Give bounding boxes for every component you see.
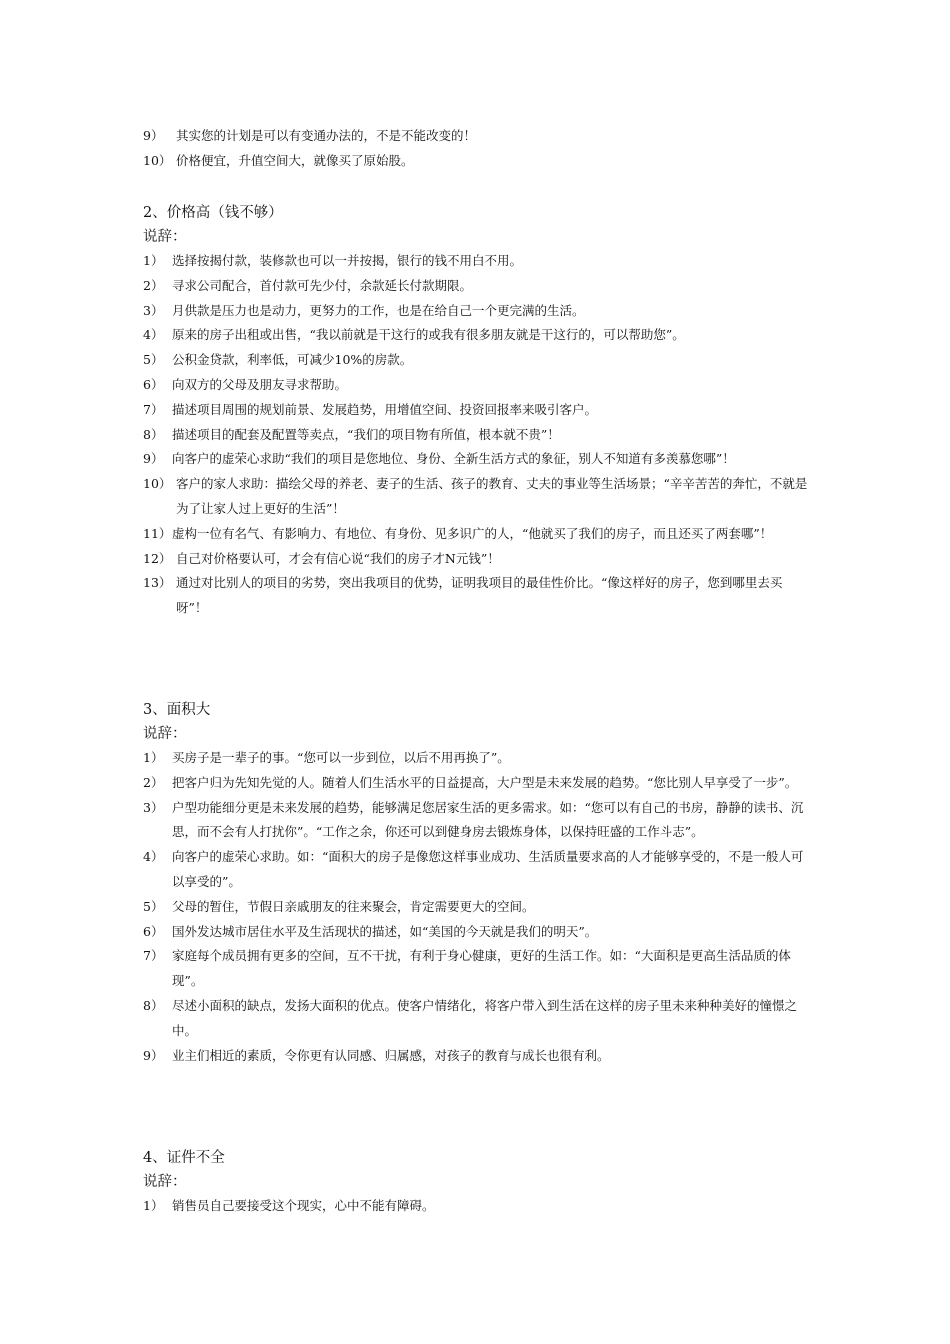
list-item <box>143 323 813 348</box>
item-number: 5） <box>143 352 164 368</box>
item-text: 国外发达城市居住水平及生活现状的描述，如“美国的今天就是我们的明天”。 <box>172 923 598 939</box>
list-item <box>143 944 813 994</box>
list-item <box>143 1044 813 1069</box>
item-number: 11） <box>143 525 172 541</box>
item-text: 销售员自己要接受这个现实，心中不能有障碍。 <box>172 1198 435 1213</box>
section-heading: 3、面积大 <box>143 702 211 718</box>
list-item <box>143 920 813 945</box>
item-number: 2） <box>143 277 164 293</box>
item-number: 8） <box>143 997 164 1013</box>
item-text: 选择按揭付款，装修款也可以一并按揭，银行的钱不用白不用。 <box>172 253 523 268</box>
item-number: 5） <box>143 898 164 914</box>
item-text: 业主们相近的素质，令你更有认同感、归属感，对孩子的教育与成长也很有利。 <box>172 1047 610 1063</box>
item-number: 9） <box>143 1047 164 1063</box>
item-number: 1） <box>143 1198 164 1213</box>
list-item <box>143 845 813 895</box>
item-text: 描述项目的配套及配置等卖点，“我们的项目物有所值，根本就不贵”！ <box>172 426 560 442</box>
list-item <box>143 249 813 274</box>
list-item <box>143 571 813 621</box>
item-number: 8） <box>143 426 164 442</box>
list-item <box>143 447 813 472</box>
item-text: 描述项目周围的规划前景、发展趋势，用增值空间、投资回报率来吸引客户。 <box>172 401 598 417</box>
item-text: 客户的家人求助：描绘父母的养老、妻子的生活、孩子的教育、丈夫的事业等生活场景；“辛辛苦苦的奔忙，不就是为了让家人过上更好的生活”！ <box>176 476 808 516</box>
item-number: 12） <box>143 550 172 566</box>
list-item <box>143 124 813 149</box>
list-item <box>143 149 813 174</box>
item-text: 户型功能细分更是未来发展的趋势，能够满足您居家生活的更多需求。如：“您可以有自己的书房，静静的读书、沉思，而不会有人打扰你”。“工作之余，你还可以到健身房去锻炼身体，以保持旺盛的工作斗志”。 <box>172 799 804 840</box>
item-number: 10） <box>143 152 172 168</box>
section-documents-incomplete <box>143 1146 813 1219</box>
item-number: 1） <box>143 750 164 765</box>
item-number: 10） <box>143 476 172 492</box>
item-text: 向双方的父母及朋友寻求帮助。 <box>172 376 348 392</box>
list-item <box>143 373 813 398</box>
item-text: 家庭每个成员拥有更多的空间，互不干扰，有利于身心健康，更好的生活工作。如：“大面积是更高生活品质的体现”。 <box>172 948 791 989</box>
list-item <box>143 547 813 572</box>
item-text: 父母的暂住，节假日亲戚朋友的往来聚会，肯定需要更大的空间。 <box>172 898 535 914</box>
item-number: 4） <box>143 327 164 343</box>
list-item <box>143 274 813 299</box>
list-item <box>143 299 813 324</box>
list-item <box>143 771 813 796</box>
item-number: 7） <box>143 948 164 964</box>
item-text: 其实您的计划是可以有变通办法的，不是不能改变的！ <box>176 128 477 143</box>
item-text: 向客户的虚荣心求助“我们的项目是您地位、身份、全新生活方式的象征，别人不知道有多羡慕您哪”！ <box>172 451 735 467</box>
item-number: 2） <box>143 774 164 790</box>
list-item <box>143 796 813 846</box>
item-text: 虚构一位有名气、有影响力、有地位、有身份、见多识广的人，“他就买了我们的房子，而且还买了两套哪”！ <box>172 525 773 541</box>
item-number: 3） <box>143 302 164 318</box>
section-label: 说辞： <box>143 229 187 245</box>
list-item <box>143 1194 813 1219</box>
item-number: 9） <box>143 128 164 143</box>
item-text: 尽述小面积的缺点，发扬大面积的优点。使客户情绪化，将客户带入到生活在这样的房子里未来种种美好的憧憬之中。 <box>172 997 798 1038</box>
continued-list <box>143 124 813 174</box>
item-text: 寻求公司配合，首付款可先少付，余款延长付款期限。 <box>172 277 473 293</box>
section-heading: 2、价格高（钱不够） <box>143 205 283 221</box>
section-price-high <box>143 201 813 621</box>
item-number: 7） <box>143 401 164 417</box>
item-number: 6） <box>143 923 164 939</box>
list-item <box>143 423 813 448</box>
item-text: 月供款是压力也是动力，更努力的工作，也是在给自己一个更完满的生活。 <box>172 302 585 318</box>
item-number: 1） <box>143 253 164 268</box>
item-text: 原来的房子出租或出售，“我以前就是干这行的或我有很多朋友就是干这行的，可以帮助您”。 <box>172 327 685 343</box>
section-label: 说辞： <box>143 726 187 742</box>
list-item <box>143 522 813 547</box>
section-area-large <box>143 698 813 1068</box>
list-item <box>143 994 813 1044</box>
list-item <box>143 472 813 522</box>
item-number: 3） <box>143 799 164 815</box>
list-item <box>143 746 813 771</box>
list-item <box>143 895 813 920</box>
item-number: 9） <box>143 451 164 467</box>
list-item <box>143 348 813 373</box>
item-text: 自己对价格要认可，才会有信心说“我们的房子才N元钱”！ <box>176 550 500 566</box>
item-number: 13） <box>143 575 172 591</box>
section-heading: 4、证件不全 <box>143 1150 225 1166</box>
list-item <box>143 398 813 423</box>
item-text: 价格便宜，升值空间大，就像买了原始股。 <box>176 152 414 168</box>
item-text: 通过对比别人的项目的劣势，突出我项目的优势，证明我项目的最佳性价比。“像这样好的房子，您到哪里去买呀”！ <box>176 575 783 616</box>
item-text: 公积金贷款，利率低，可减少10%的房款。 <box>172 352 413 368</box>
item-text: 把客户归为先知先觉的人。随着人们生活水平的日益提高，大户型是未来发展的趋势。“您比别人早享受了一步”。 <box>172 774 798 790</box>
item-text: 向客户的虚荣心求助。如：“面积大的房子是像您这样事业成功、生活质量要求高的人才能够享受的，不是一般人可以享受的”。 <box>172 849 804 889</box>
section-label: 说辞： <box>143 1174 187 1190</box>
item-number: 6） <box>143 376 164 392</box>
item-number: 4） <box>143 849 164 865</box>
item-text: 买房子是一辈子的事。“您可以一步到位，以后不用再换了”。 <box>172 750 510 765</box>
